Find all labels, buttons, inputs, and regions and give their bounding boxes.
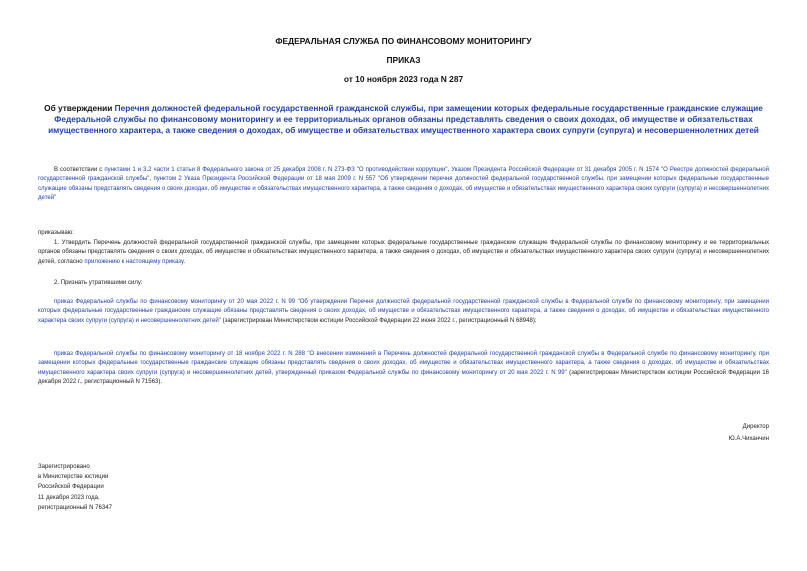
decree-557-link[interactable]: пунктом 2 Указа Президента Российской Федерации от 18 мая 2009 г. N 557 "Об утверждении перечня должностей федеральной государственной службы, при замещении которых федеральные государственные служащие обязаны представлять сведения о своих доходах, об имуществе и обязательствах имущественного характера, а также сведения о доходах, об имуществе и обязательствах имущественного характера своих супруги (супруга) и несовершеннолетних детей" [38, 176, 769, 201]
preamble-text-1: В соответствии с [54, 167, 105, 173]
signature-block [729, 422, 769, 445]
item-1-paragraph [38, 239, 769, 267]
registration-line-4: 11 декабря 2023 года, [38, 494, 100, 501]
registration-line-5: регистрационный N 76347 [38, 504, 112, 511]
title-link[interactable]: Перечня должностей федеральной государственной гражданской службы, при замещении которых федеральные государственные гражданские служащие Федеральной службы по финансовому мониторингу и ее территориальных органов обязаны представлять сведения о своих доходах, об имуществе и обязательствах имущественного характера, а также сведения о доходах, об имуществе и обязательствах имущественного характера своих супруги (супруга) и несовершеннолетних детей [48, 103, 763, 135]
title-prefix: Об утверждении [44, 103, 115, 113]
item-2-paragraph: 2. Признать утратившими силу: [54, 280, 143, 286]
order-288-link[interactable]: приказ Федеральной службы по финансовому мониторингу от 18 ноября 2022 г. N 288 "О внесении изменений в Перечень должностей федеральной государственной гражданской службы в Федеральной службе по финансовому мониторингу, при замещении которых федеральные государственные гражданские служащие обязаны представлять сведения о своих доходах, об имуществе и обязательствах имущественного характера, а также сведения о доходах, об имуществе и обязательствах имущественного характера своих супруги (супруга) и несовершеннолетних детей, утвержденный приказом Федеральной службы по финансовому мониторингу от 20 мая 2022 г. N 99" [38, 351, 769, 376]
item-1-end: . [183, 258, 186, 265]
signatory-name: Ю.А.Чиханчин [728, 435, 769, 442]
preamble-paragraph [38, 166, 769, 203]
order-99-link[interactable]: приказ Федеральной службы по финансовому мониторингу от 20 мая 2022 г. N 99 "Об утверждении Перечня должностей федеральной государственной гражданской службы в Федеральной службе по финансовому мониторингу, при замещении которых федеральные государственные гражданские служащие обязаны представлять сведения о своих доходах, об имуществе и обязательствах имущественного характера, а также сведения о доходах, об имуществе и обязательствах имущественного характера своих супруги (супруга) и несовершеннолетних детей" [38, 299, 769, 324]
repeal-1-paragraph [38, 298, 769, 326]
document-title [38, 103, 769, 136]
appendix-link[interactable]: приложению к настоящему приказу [84, 258, 184, 265]
signatory-position: Директор [742, 424, 769, 430]
registration-block [38, 462, 112, 513]
document-type: ПРИКАЗ [386, 55, 421, 65]
order-word: приказываю: [38, 230, 74, 236]
repeal-2-text: (зарегистрирован Министерством юстиции Российской Федерации 16 декабря 2022 г., регистрационный N 71563). [38, 369, 769, 385]
item-1-text: 1. Утвердить Перечень должностей федеральной государственной гражданской службы, при замещении которых федеральные государственные гражданские служащие Федеральной службы по финансовому мониторингу и ее территориальных органов обязаны представлять сведения о своих доходах, об имуществе и обязательствах имущественного характера, а также сведения о доходах, об имуществе и обязательствах имущественного характера своих супруги (супруга) и несовершеннолетних детей, согласно [38, 240, 769, 265]
agency-heading: ФЕДЕРАЛЬНАЯ СЛУЖБА ПО ФИНАНСОВОМУ МОНИТОРИНГУ [275, 36, 532, 46]
repeal-1-text: (зарегистрирован Министерством юстиции Российской Федерации 22 июня 2022 г., регистрационный N 68948); [220, 317, 537, 324]
registration-line-3: Российской Федерации [38, 484, 104, 491]
preamble-text-2: , [447, 167, 452, 173]
document-date-number: от 10 ноября 2023 года N 287 [343, 74, 464, 84]
law-273-link[interactable]: пунктами 1 и 3.2 части 1 статьи 8 Федерального закона от 25 декабря 2008 г. N 273-ФЗ "О противодействии коррупции" [104, 167, 448, 173]
preamble-text-3: , [149, 176, 154, 183]
decree-1574-link[interactable]: Указом Президента Российской Федерации от 31 декабря 2005 г. N 1574 "О Реестре должностей федеральной государственной гражданской службы" [38, 167, 769, 183]
registration-line-2: в Министерстве юстиции [38, 474, 109, 481]
registration-line-1: Зарегистрировано [38, 464, 90, 470]
repeal-2-paragraph [38, 350, 769, 387]
